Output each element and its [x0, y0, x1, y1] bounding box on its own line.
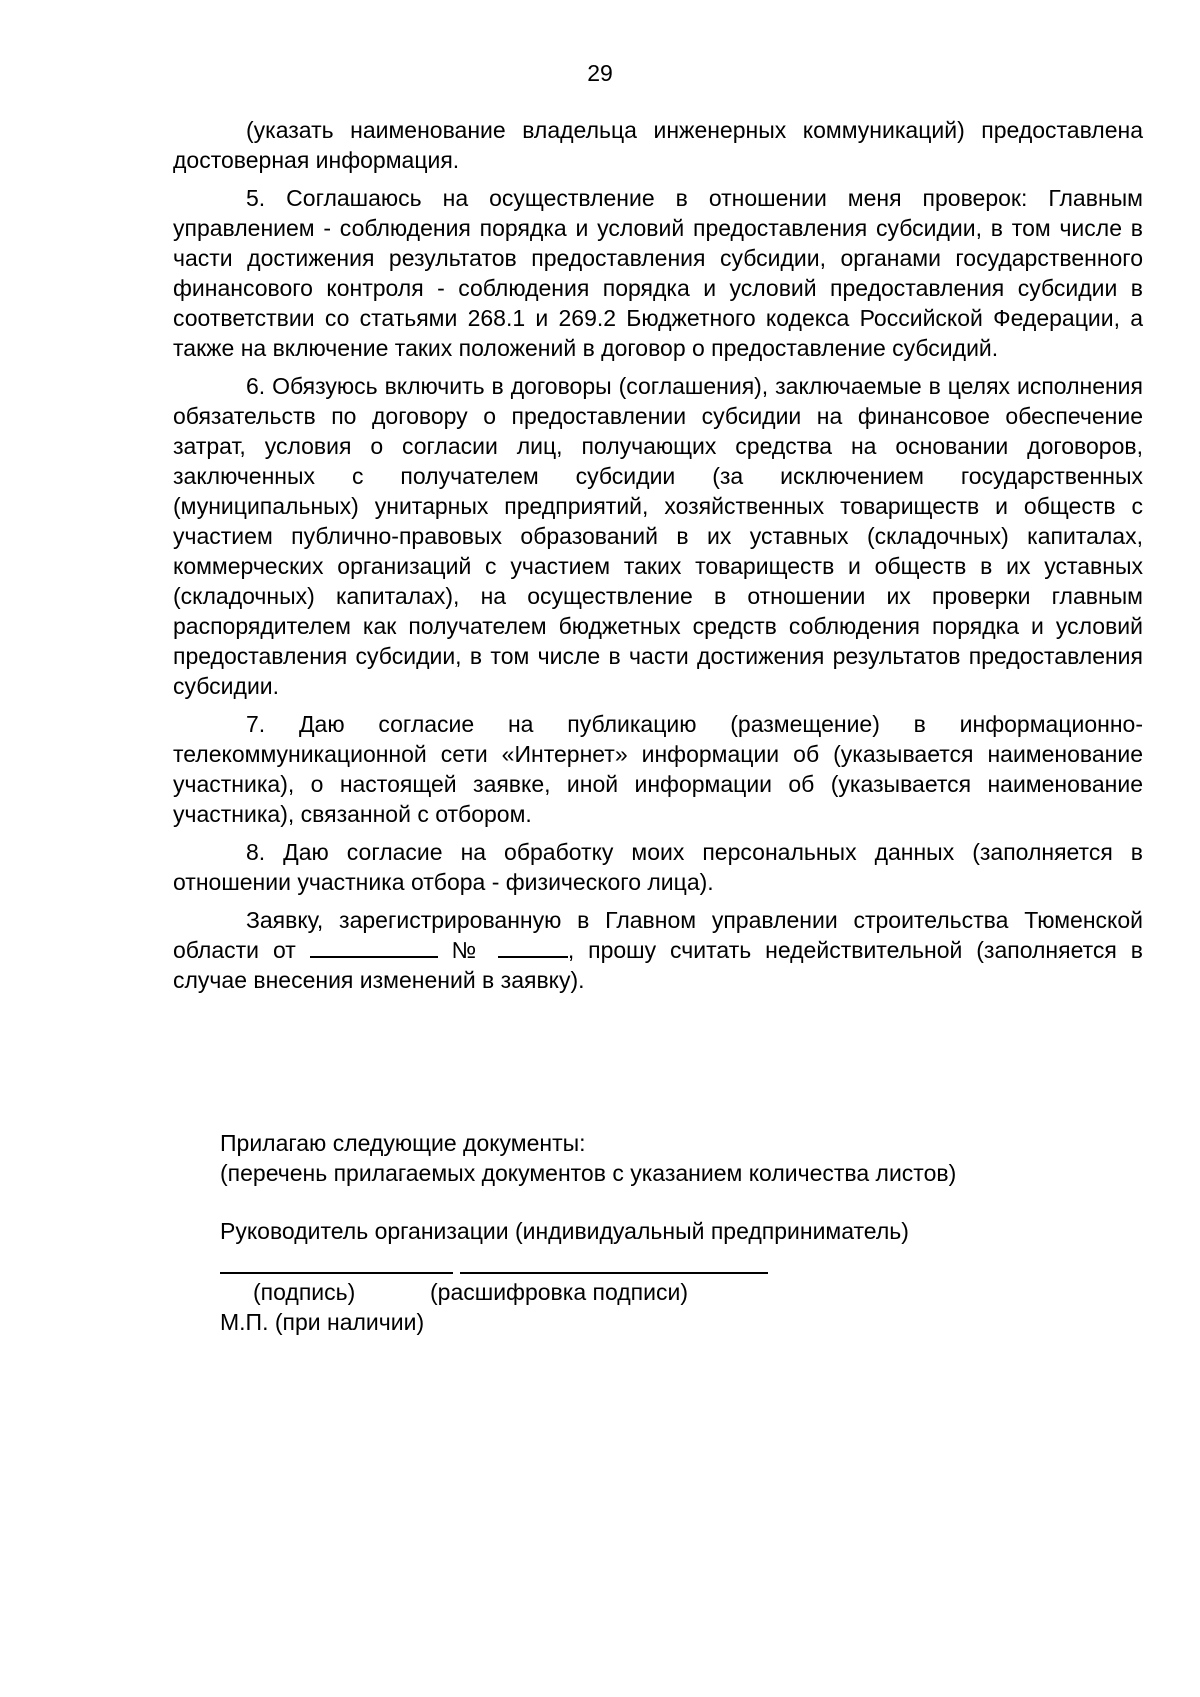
- head-of-organization-label: Руководитель организации (индивидуальный предприниматель): [220, 1218, 909, 1244]
- stamp-label: М.П. (при наличии): [220, 1309, 425, 1335]
- paragraph-7: 7. Даю согласие на публикацию (размещение) в информационно-телекоммуникационной сети «Интернет» информации об (указывается наименование участника), о настоящей заявке, иной информации об (указывается наименование участника), связанной с отбором.: [173, 711, 1143, 827]
- page-number: 29: [587, 60, 613, 86]
- paragraph-owner-info: (указать наименование владельца инженерных коммуникаций) предоставлена достоверная информация.: [173, 117, 1143, 173]
- attachments-section: [220, 1128, 1140, 1188]
- date-blank-field: [310, 935, 438, 958]
- signature-captions: [0, 1277, 1200, 1307]
- attachments-note: (перечень прилагаемых документов с указанием количества листов): [220, 1160, 957, 1186]
- number-blank-field: [498, 935, 568, 958]
- paragraph-application-void: [173, 905, 1143, 995]
- paragraph-5: 5. Соглашаюсь на осуществление в отношении меня проверок: Главным управлением - соблюдения порядка и условий предоставления субсидии, в том числе в части достижения результатов предоставления субсидии, органами государственного финансового контроля - соблюдения порядка и условий предоставления субсидии в соответствии со статьями 268.1 и 269.2 Бюджетного кодекса Российской Федерации, а также на включение таких положений в договор о предоставление субсидий.: [173, 185, 1143, 361]
- number-sign: №: [451, 937, 484, 963]
- signature-decode-line: [460, 1272, 768, 1274]
- document-body: [173, 115, 1143, 995]
- signature-decode-caption: (расшифровка подписи): [430, 1279, 688, 1305]
- paragraph-6: 6. Обязуюсь включить в договоры (соглашения), заключаемые в целях исполнения обязательств по договору о предоставлении субсидии на финансовое обеспечение затрат, условия о согласии лиц, получающих средства на основании договоров, заключенных с получателем субсидии (за исключением государственных (муниципальных) унитарных предприятий, хозяйственных товариществ и обществ с участием публично-правовых образований в их уставных (складочных) капиталах, коммерческих организаций с участием таких товариществ и обществ в их уставных (складочных) капиталах), на осуществление в отношении их проверки главным распорядителем как получателем бюджетных средств соблюдения порядка и условий предоставления субсидии, в том числе в части достижения результатов предоставления субсидии.: [173, 373, 1143, 699]
- signature-line: [220, 1272, 453, 1274]
- paragraph-8: 8. Даю согласие на обработку моих персональных данных (заполняется в отношении участника отбора - физического лица).: [173, 839, 1143, 895]
- application-void-text-end: , прошу считать недействительной (заполняется в случае внесения изменений в заявку).: [173, 937, 1143, 993]
- signature-caption: (подпись): [253, 1279, 356, 1305]
- attachments-title: Прилагаю следующие документы:: [220, 1130, 586, 1156]
- application-void-text-start: Заявку, зарегистрированную в Главном управлении строительства Тюменской области от: [173, 907, 1143, 963]
